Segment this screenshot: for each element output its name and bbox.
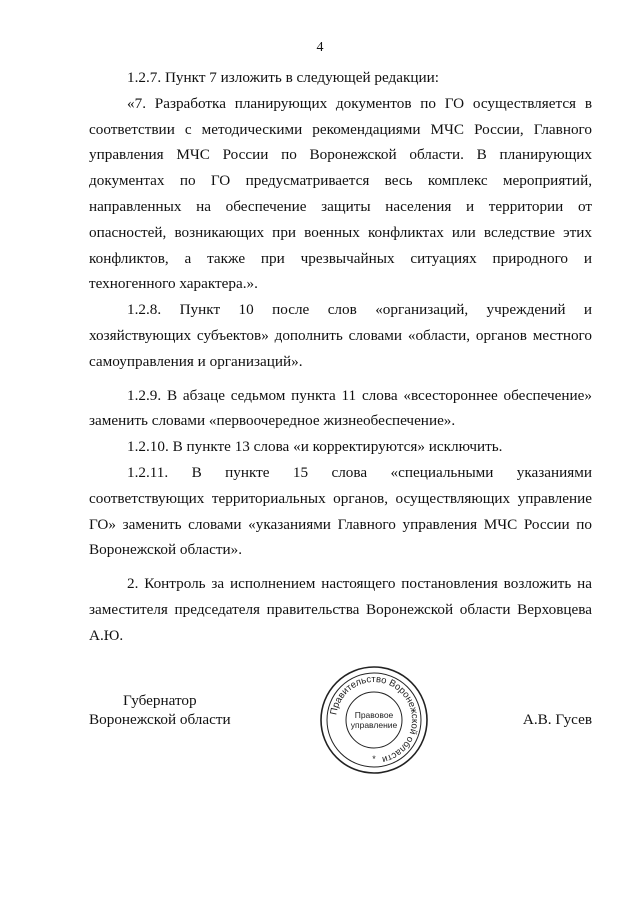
paragraph-1-2-7: 1.2.7. Пункт 7 изложить в следующей редакции: <box>127 69 440 86</box>
paragraph-1-2-11: 1.2.11. В пункте 15 слова «специальными указаниями соответствующих территориальных органов, осуществляющих управление ГО» заменить словами «указаниями Главного управления МЧС России по Воронежской области». <box>89 463 592 559</box>
paragraph-1-2-9: 1.2.9. В абзаце седьмом пункта 11 слова «всестороннее обеспечение» заменить словами «первоочередное жизнеобеспечение». <box>89 386 592 430</box>
official-seal <box>318 664 430 776</box>
paragraph-1-2-10: 1.2.10. В пункте 13 слова «и корректируются» исключить. <box>127 438 503 456</box>
document-body <box>89 65 592 649</box>
signatory-title-line2: Воронежской области <box>89 711 231 728</box>
seal-center-line1: Правовое <box>354 710 394 720</box>
seal-ring-text: Правительство Воронежской области <box>328 673 421 766</box>
seal-star: * <box>372 754 376 764</box>
paragraph-1-2-8: 1.2.8. Пункт 10 после слов «организаций, учреждений и хозяйствующих субъектов» дополнить словами «области, органов местного самоуправления и организаций». <box>89 301 592 370</box>
seal-center-line2: управление <box>350 720 398 730</box>
page-number: 4 <box>316 40 324 55</box>
paragraph-2-control: 2. Контроль за исполнением настоящего постановления возложить на заместителя председателя правительства Воронежской области Верховцева А.Ю. <box>89 575 592 644</box>
paragraph-item-7-text: «7. Разработка планирующих документов по ГО осуществляется в соответствии с методическими рекомендациями МЧС России, Главного управления МЧС России по Воронежской области. В планирующих документах по ГО предусматривается весь комплекс мероприятий, направленных на обеспечение защиты населения и территории от опасностей, возникающих при военных конфликтах или вследствие этих конфликтов, а также при чрезвычайных ситуациях природного и техногенного характера.». <box>89 94 592 293</box>
signatory-name: А.В. Гусев <box>522 711 592 728</box>
signatory-title-line1: Губернатор <box>123 692 197 709</box>
signatory-title <box>89 691 231 729</box>
